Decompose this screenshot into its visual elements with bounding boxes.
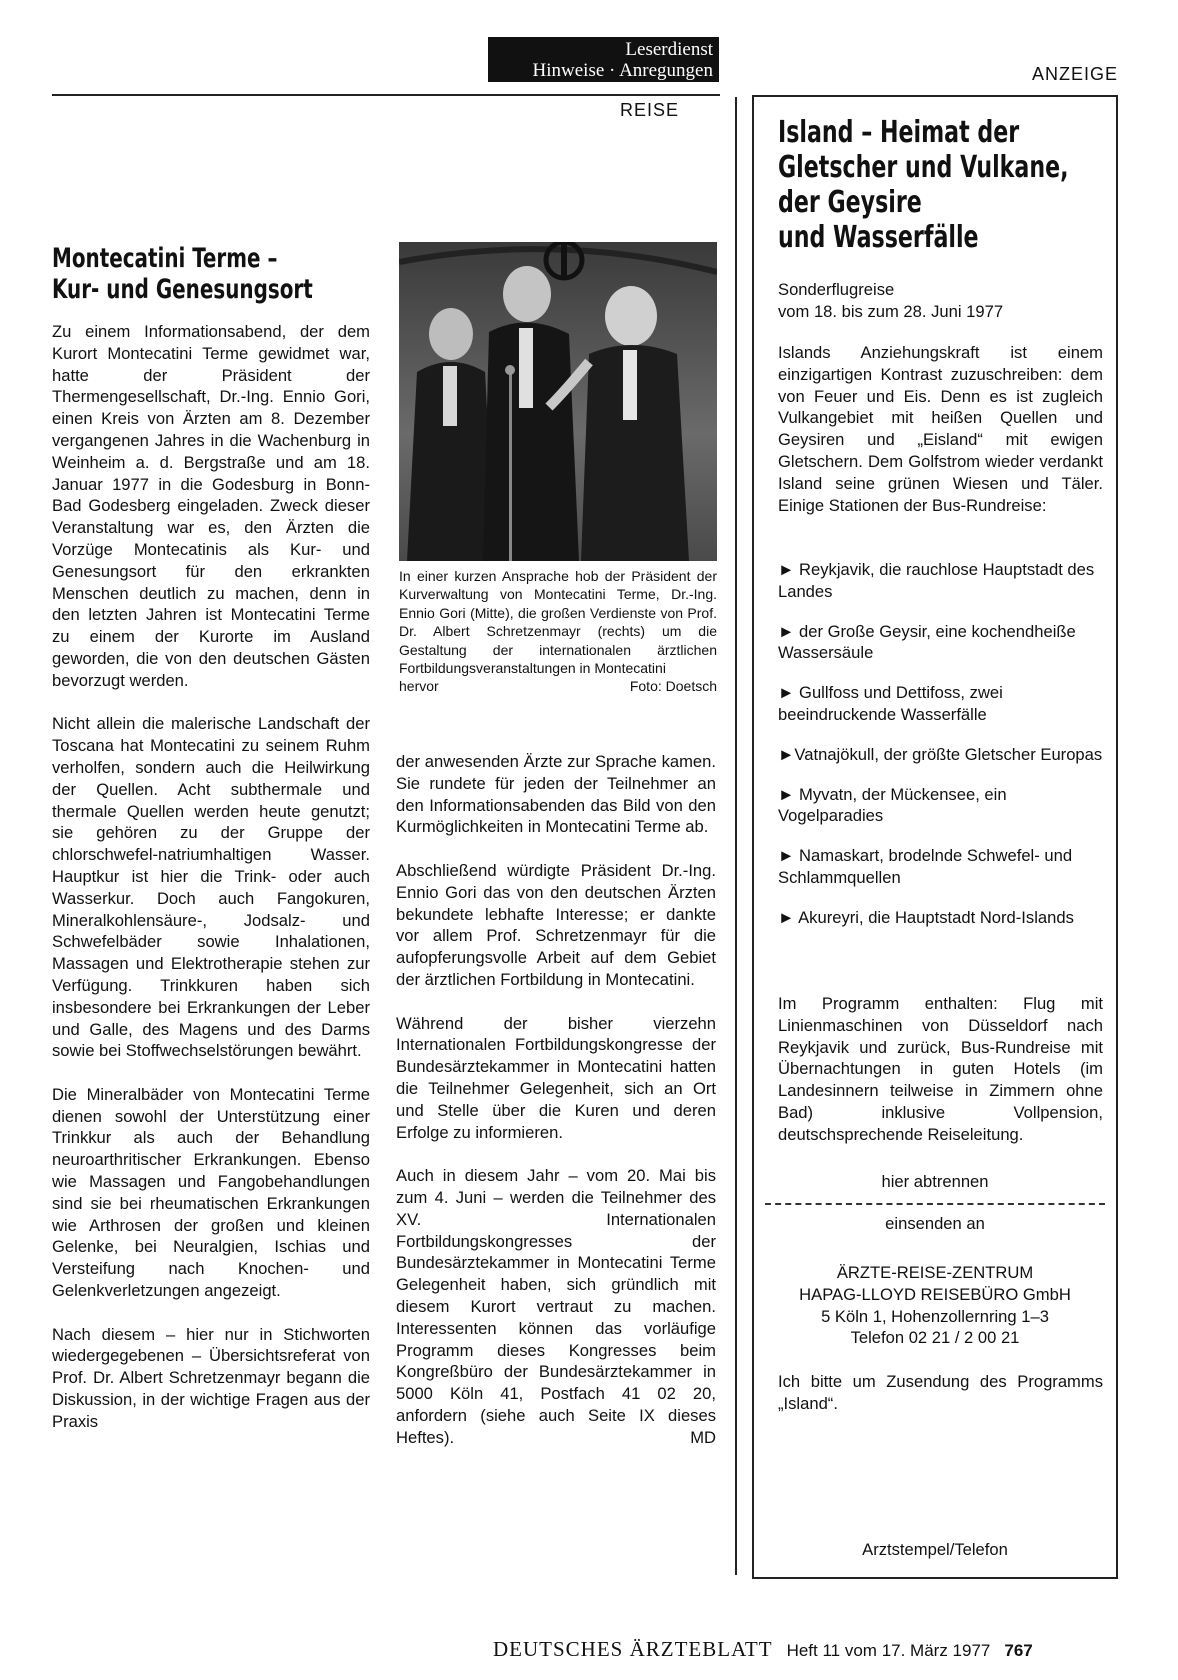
address-line: ÄRZTE-REISE-ZENTRUM (836, 1263, 1034, 1282)
stamp-label: Arztstempel/Telefon (862, 1540, 1008, 1559)
ad-body: Islands Anziehungskraft ist einem einzigartigen Kontrast zuzuschreiben: dem von Feuer und Eis. Denn es ist zugleich Vulkangebiet mit heißen Quellen und Geysiren und „Eisland“ mit ewigen Gletschern. Dem Golfstrom wieder verdankt Island seine grünen Wiesen und Täler. Einige Stationen der Bus-Rundreise: (778, 343, 1103, 515)
article-paragraph: Nach diesem – hier nur in Stichworten wiedergegebenen – Übersichtsreferat von Prof. Dr. Albert Schretzenmayr begann die Diskussion, in der wichtige Fragen aus der Praxis (52, 1324, 370, 1431)
article-column-1 (52, 321, 370, 1454)
photo-credit: Foto: Doetsch (629, 678, 717, 695)
ad-title-line: und Wasserfälle (778, 220, 979, 255)
article-paragraph (396, 1165, 716, 1448)
author-signature: MD (690, 1427, 716, 1447)
article-paragraph: Nicht allein die malerische Landschaft der Toscana hat Montecatini zu seinem Ruhm verholfen, sondern auch die Heilwirkung der Quellen. Acht subthermale und thermale Quellen werden heute genutzt; sie gehören zu der Gruppe der chlorschwefel-natriumhaltigen Wasser. Hauptkur ist hier die Trink- oder auch Wasserkur. Doch auch Fangokuren, Mineralkohlensäure-, Jodsalz- und Schwefelbäder sowie Inhalationen, Massagen und Elektrotherapie stehen zur Verfügung. Trinkkuren haben sich insbesondere bei Erkrankungen der Leber und Galle, des Magens und des Darms sowie bei Stoffwechselstörungen bewährt. (52, 714, 370, 1061)
reader-service-line1: Leserdienst (625, 39, 713, 60)
article-title-line2: Kur- und Genesungsort (52, 274, 313, 305)
cut-line (765, 1203, 1105, 1205)
list-item: ► der Große Geysir, eine kochendheiße Wassersäule (778, 621, 1076, 663)
caption-credit-line (399, 677, 717, 695)
address-line: 5 Köln 1, Hohenzollernring 1–3 (821, 1306, 1049, 1326)
reader-service-line2: Hinweise · Anregungen (532, 60, 713, 81)
list-item: ► Namaskart, brodelnde Schwefel- und Schlammquellen (778, 846, 1073, 887)
issue-info: Heft 11 vom 17. März 1977 (786, 1641, 991, 1660)
page-footer (493, 1637, 1033, 1662)
list-item: ► Akureyri, die Hauptstadt Nord-Islands (778, 907, 1074, 927)
ad-subtitle-line2: vom 18. bis zum 28. Juni 1977 (778, 301, 1004, 321)
address-line: HAPAG-LLOYD REISEBÜRO GmbH (799, 1284, 1071, 1304)
ad-title-line: Gletscher und Vulkane, (778, 150, 1069, 185)
article-paragraph: Abschließend würdigte Präsident Dr.-Ing. Ennio Gori das von den deutschen Ärzten bekundete lebhafte Interesse; er dankte vor allem Prof. Schretzenmayr für die aufopferungsvolle Arbeit auf dem Gebiet der ärztlichen Fortbildung in Montecatini. (396, 860, 716, 989)
ad-label: ANZEIGE (1032, 64, 1119, 84)
article-paragraph: Während der bisher vierzehn Internationalen Fortbildungskongresse der Bundesärztekammer in Montecatini hatten die Teilnehmer Gelegenheit, sich an Ort und Stelle über die Kuren und deren Erfolge zu informieren. (396, 1013, 716, 1142)
caption-text: In einer kurzen Ansprache hob der Präsident der Kurverwaltung von Montecatini Terme, Dr.-Ing. Ennio Gori (Mitte), die großen Verdienste von Prof. Dr. Albert Schretzenmayr (rechts) um die Gestaltung der internationalen ärztlichen Fortbildungsveranstaltungen in Montecatini (399, 568, 717, 677)
address-block (752, 1262, 1118, 1349)
list-item: ► Reykjavik, die rauchlose Hauptstadt des Landes (778, 560, 1095, 601)
ad-stops-list (778, 559, 1103, 947)
cut-here-label: hier abtrennen (881, 1172, 989, 1191)
article-title (52, 243, 364, 305)
ad-title (778, 115, 1122, 255)
article-photo (399, 242, 717, 561)
ad-subtitle (778, 279, 1103, 323)
ad-program: Im Programm enthalten: Flug mit Linienmaschinen von Düsseldorf nach Reykjavik und zurück, Bus-Rundreise mit Übernachtungen in guten Hotels (im Landesinnern teilweise in Zimmern ohne Bad) inklusive Vollpension, deutschsprechende Reiseleitung. (778, 994, 1103, 1144)
caption-last-word: hervor (399, 678, 439, 695)
reader-service-label (488, 37, 719, 82)
article-last-paragraph: Auch in diesem Jahr – vom 20. Mai bis zum 4. Juni – werden die Teilnehmer des XV. Internationalen Fortbildungskongresses der Bundesärztekammer in Montecatini Terme Gelegenheit haben, sich gründlich mit diesem Kurort vertraut zu machen. Interessenten können das vorläufige Programm dieses Kongresses beim Kongreßbüro der Bundesärztekammer in 5000 Köln 41, Postfach 41 02 20, anfordern (siehe auch Seite IX dieses Heftes). (396, 1166, 716, 1447)
article-paragraph: Zu einem Informationsabend, der dem Kurort Montecatini Terme gewidmet war, hatte der Präsident der Thermengesellschaft, Dr.-Ing. Ennio Gori, einen Kreis von Ärzten am 8. Dezember vergangenen Jahres in die Wachenburg in Weinheim a. d. Bergstraße und am 18. Januar 1977 in die Godesburg in Bonn-Bad Godesberg eingeladen. Zweck dieser Veranstaltung war es, den Ärzten die Vorzüge Montecatinis als Kur- und Genesungsort für den erkrankten Menschen deutlich zu machen, denn in den letzten Jahren ist Montecatini Terme zu einem der Kurorte im Ausland geworden, die von den deutschen Gästen bevorzugt werden. (52, 322, 370, 690)
article-paragraph: der anwesenden Ärzte zur Sprache kamen. Sie rundete für jeden der Teilnehmer an den Informationsabenden das Bild von den Kurmöglichkeiten in Montecatini Terme ab. (396, 752, 716, 837)
photo-caption (399, 567, 717, 696)
ad-title-line: Island – Heimat der (778, 115, 1020, 150)
journal-name: DEUTSCHES ÄRZTEBLATT (493, 1637, 773, 1661)
ad-subtitle-line1: Sonderflugreise (778, 280, 895, 299)
article-title-line1: Montecatini Terme – (52, 243, 278, 274)
article-column-2 (396, 751, 716, 1449)
column-divider (735, 97, 737, 1575)
send-to-label: einsenden an (885, 1214, 985, 1233)
address-line: Telefon 02 21 / 2 00 21 (850, 1328, 1020, 1348)
page-number: 767 (1004, 1641, 1033, 1660)
list-item: ► Myvatn, der Mückensee, ein Vogelparadies (778, 784, 1007, 826)
section-label: REISE (620, 100, 680, 120)
list-item: ► Gullfoss und Dettifoss, zwei beeindruckende Wasserfälle (778, 683, 1003, 724)
article-paragraph: Die Mineralbäder von Montecatini Terme dienen sowohl der Unterstützung einer Trinkkur als auch der Behandlung neuroarthritischer Erkrankungen. Ebenso wie Massagen und Fangobehandlungen sind sie bei rheumatischen Erkrankungen wie Arthrosen der großen und kleinen Gelenke, bei Neuralgien, Ischias und Versteifung nach Knochen- und Gelenkverletzungen angezeigt. (52, 1084, 370, 1301)
request-text: Ich bitte um Zusendung des Programms „Island“. (778, 1372, 1103, 1413)
header-rule (52, 94, 720, 96)
list-item: ►Vatnajökull, der größte Gletscher Europas (778, 744, 1103, 764)
ad-title-line: der Geysire (778, 185, 922, 220)
